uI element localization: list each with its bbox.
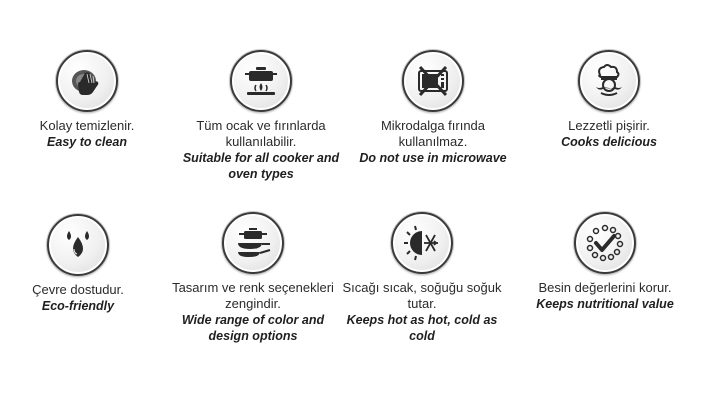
feature-keeps-temperature [337,212,507,344]
cookware-set-icon [222,212,284,274]
feature-design-options [168,212,338,344]
feature-en-text: Eco-friendly [41,299,115,313]
feature-tr-text: Mikrodalga fırında kullanılmaz. [380,118,486,149]
hand-cleaning-pan-icon [56,50,118,112]
feature-en-text: Cooks delicious [561,135,657,149]
feature-tr-text: Çevre dostudur. [32,282,124,297]
no-microwave-icon [402,50,464,112]
pot-on-stove-icon [230,50,292,112]
nutrition-check-icon [574,212,636,274]
feature-all-cookers [176,50,346,182]
feature-en-text: Suitable for all cooker and oven types [182,151,340,181]
feature-no-microwave [348,50,518,166]
chef-icon [578,50,640,112]
feature-tr-text: Besin değerlerini korur. [538,280,672,295]
feature-easy-to-clean [2,50,172,150]
feature-tr-text: Tasarım ve renk seçenekleri zengindir. [172,280,334,311]
feature-en-text: Wide range of color and design options [181,313,325,343]
feature-nutritional-value [520,212,690,312]
feature-en-text: Keeps nutritional value [536,297,674,311]
water-drops-icon [47,214,109,276]
feature-en-text: Keeps hot as hot, cold as cold [346,313,498,343]
sun-snowflake-icon [391,212,453,274]
feature-tr-text: Sıcağı sıcak, soğuğu soğuk tutar. [342,280,502,311]
feature-en-text: Do not use in microwave [359,151,507,165]
feature-tr-text: Lezzetli pişirir. [568,118,650,133]
feature-cooks-delicious [524,50,694,150]
feature-tr-text: Kolay temizlenir. [39,118,135,133]
feature-eco-friendly [0,214,163,314]
feature-tr-text: Tüm ocak ve fırınlarda kullanılabilir. [196,118,326,149]
feature-en-text: Easy to clean [47,135,127,149]
